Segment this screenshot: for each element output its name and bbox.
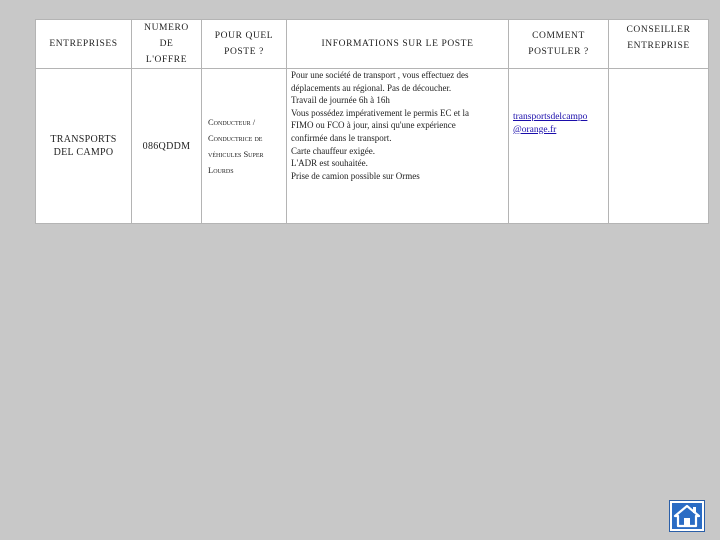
table-row [36, 69, 709, 224]
advisor-cell [609, 69, 709, 224]
position-cell: Conducteur / Conductrice de véhicules Super Lourds [202, 69, 287, 224]
header-apply: COMMENT POSTULER ? [509, 20, 609, 69]
header-info: INFORMATIONS SUR LE POSTE [287, 20, 509, 69]
info-cell: Pour une société de transport , vous effectuez des déplacements au régional. Pas de découcher. Travail de journée 6h à 16h Vous possédez impérativement le permis EC et la FIMO ou FCO à jour, ainsi qu'une expérience confirmée dans le transport. Carte chauffeur exigée. L'ADR est souhaitée. Prise de camion possible sur Ormes [287, 69, 509, 224]
home-icon [670, 501, 704, 531]
contact-email-link[interactable]: transportsdelcampo @orange.fr [513, 112, 588, 135]
job-offers-table [35, 19, 709, 224]
home-button[interactable] [669, 500, 705, 532]
contact-cell [509, 69, 609, 224]
header-advisor: CONSEILLER ENTREPRISE [609, 20, 709, 69]
header-offer-number: NUMERO DE L'OFFRE [132, 20, 202, 69]
header-position: POUR QUEL POSTE ? [202, 20, 287, 69]
company-cell: TRANSPORTS DEL CAMPO [36, 69, 132, 224]
offer-number-cell: 086QDDM [132, 69, 202, 224]
header-row [36, 20, 709, 69]
header-company: ENTREPRISES [36, 20, 132, 69]
